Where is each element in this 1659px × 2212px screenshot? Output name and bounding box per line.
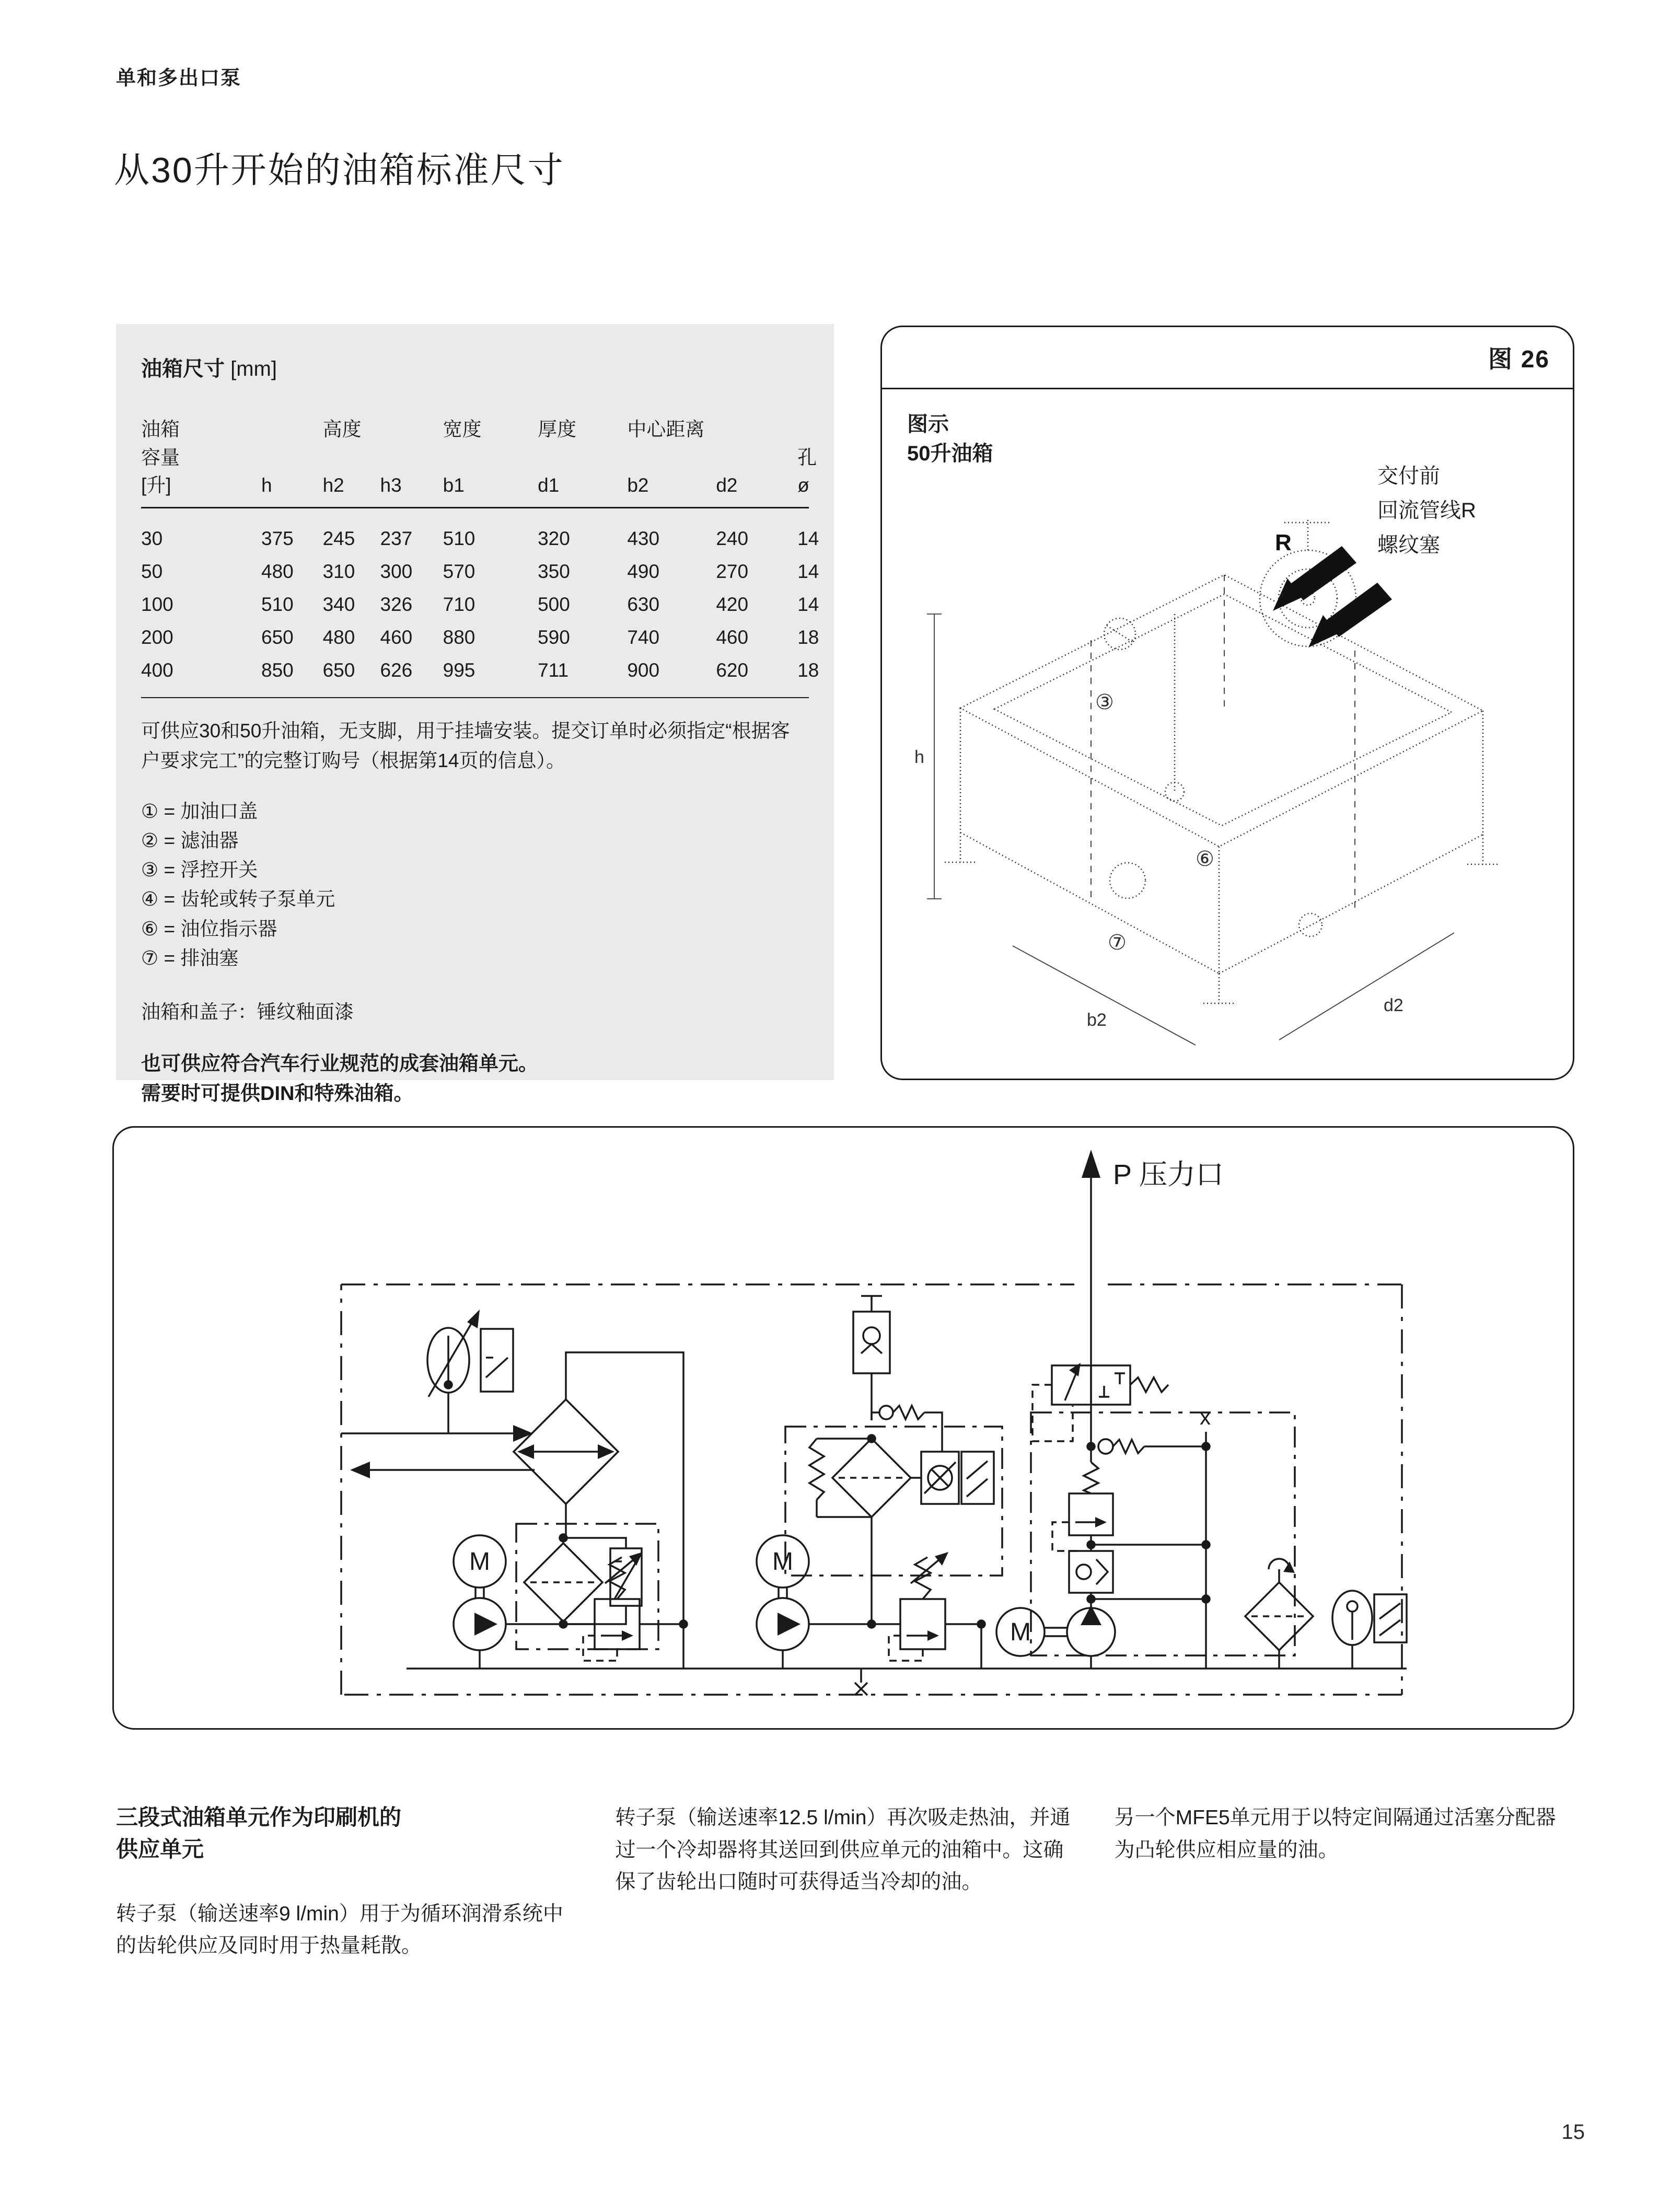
table-cell: 50 bbox=[141, 560, 163, 582]
tank-top-rim bbox=[960, 575, 1483, 847]
table-cell: 30 bbox=[141, 527, 163, 549]
table-cell: 14 bbox=[797, 527, 819, 549]
legend-item: ⑥ = 油位指示器 bbox=[141, 918, 277, 940]
dimensions-table-body bbox=[141, 524, 819, 689]
table-cell: 18 bbox=[797, 626, 819, 648]
group-header-cell: 油箱 bbox=[141, 419, 180, 440]
table-cell: 200 bbox=[141, 626, 173, 648]
table-cell: 710 bbox=[443, 593, 475, 615]
tank-isometric-drawing bbox=[882, 389, 1573, 1079]
ordering-note: 可供应30和50升油箱，无支脚，用于挂墙安装。提交订单时必须指定“根据客户要求完工”的完整订购号（根据第14页的信息）。 bbox=[141, 720, 790, 772]
table-cell: 460 bbox=[380, 626, 413, 648]
table-bottom-rule bbox=[141, 697, 809, 698]
finish-note: 油箱和盖子：锤纹釉面漆 bbox=[141, 1001, 354, 1023]
body-columns bbox=[116, 1802, 1574, 1962]
oil-level-indicator bbox=[1110, 863, 1145, 898]
table-cell: 630 bbox=[627, 593, 660, 615]
table-cell: 14 bbox=[797, 560, 819, 582]
column-2-body: 转子泵（输送速率12.5 l/min）再次吸走热油，并通过一个冷却器将其送回到供应单元的油箱中。这确保了齿轮出口随时可获得适当冷却的油。 bbox=[615, 1806, 1071, 1894]
column-1 bbox=[116, 1802, 576, 1962]
pressure-arrow-icon bbox=[1082, 1150, 1100, 1178]
column-1-heading bbox=[116, 1802, 576, 1866]
group-header-cell: 高度 bbox=[322, 419, 362, 440]
table-cell: 350 bbox=[538, 560, 570, 582]
legend-item: ② = 滤油器 bbox=[141, 829, 239, 851]
return-port-arrows bbox=[1273, 546, 1392, 647]
column-3-body: 另一个MFE5单元用于以特定间隔通过活塞分配器为凸轮供应相应量的油。 bbox=[1114, 1806, 1556, 1861]
column-1-heading-line-1: 三段式油箱单元作为印刷机的 bbox=[116, 1805, 402, 1829]
table-cell: 900 bbox=[627, 659, 660, 681]
column-header-cell: d1 bbox=[538, 474, 560, 496]
table-cell: 620 bbox=[716, 659, 749, 681]
figure-26-card bbox=[880, 326, 1574, 1080]
table-cell: 590 bbox=[538, 626, 570, 648]
table-cell: 400 bbox=[141, 659, 173, 681]
column-header-cell: ø bbox=[797, 474, 809, 496]
table-row bbox=[141, 623, 819, 656]
column-header-cell: h bbox=[261, 474, 272, 496]
dimensions-table-title-bold: 油箱尺寸 bbox=[141, 357, 225, 380]
pressure-port-label: P 压力口 bbox=[1113, 1159, 1224, 1190]
legend-item: ⑦ = 排油塞 bbox=[141, 947, 239, 969]
motor-label-3: M bbox=[1010, 1618, 1031, 1646]
table-cell: 460 bbox=[716, 626, 749, 648]
hydraulic-schematic-card bbox=[112, 1126, 1574, 1730]
availability-note-line-1: 也可供应符合汽车行业规范的成套油箱单元。 bbox=[141, 1053, 539, 1075]
group-header-cell: 容量 bbox=[141, 446, 180, 468]
figure-number-label: 图 26 bbox=[882, 327, 1573, 389]
column-2 bbox=[615, 1802, 1075, 1962]
page-title: 从30升开始的油箱标准尺寸 bbox=[114, 150, 565, 190]
return-port-label: R bbox=[1275, 530, 1292, 555]
motor-label-2: M bbox=[772, 1548, 793, 1576]
check-valve-capped bbox=[853, 1296, 890, 1420]
availability-note bbox=[141, 1049, 809, 1109]
mfe5-valve-block bbox=[1031, 1363, 1295, 1655]
hydraulic-schematic bbox=[114, 1128, 1573, 1728]
column-header-cell: h2 bbox=[322, 474, 344, 496]
flow-arrow-icon bbox=[513, 1425, 533, 1442]
table-cell: 570 bbox=[443, 560, 475, 582]
table-cell: 245 bbox=[322, 527, 355, 549]
table-cell: 326 bbox=[380, 593, 413, 615]
column-header-cell: [升] bbox=[141, 474, 171, 496]
motor-label-1: M bbox=[469, 1548, 490, 1576]
relief-valve-2 bbox=[889, 1552, 985, 1669]
temperature-switch bbox=[427, 1310, 513, 1433]
table-cell: 480 bbox=[261, 560, 294, 582]
table-cell: 711 bbox=[538, 659, 569, 681]
annotation-line: 回流管线R bbox=[1377, 499, 1476, 522]
table-row bbox=[141, 656, 819, 689]
table-cell: 490 bbox=[627, 560, 660, 582]
availability-note-line-2: 需要时可提供DIN和特殊油箱。 bbox=[141, 1083, 414, 1105]
flow-arrow-icon bbox=[350, 1462, 370, 1478]
table-cell: 500 bbox=[538, 593, 570, 615]
table-cell: 880 bbox=[443, 626, 475, 648]
table-cell: 430 bbox=[627, 527, 660, 549]
legend-item: ③ = 浮控开关 bbox=[141, 859, 258, 881]
section-kicker: 单和多出口泵 bbox=[116, 67, 242, 89]
part-marker-7: ⑦ bbox=[1108, 931, 1127, 954]
dimensions-table-header bbox=[141, 415, 817, 508]
column-header-cell: b2 bbox=[627, 474, 649, 496]
column-1-heading-line-2: 供应单元 bbox=[116, 1836, 204, 1861]
figure-caption-line-2: 50升油箱 bbox=[907, 442, 993, 465]
part-marker-6: ⑥ bbox=[1196, 848, 1214, 871]
table-cell: 340 bbox=[322, 593, 355, 615]
group-header-cell: 厚度 bbox=[538, 419, 577, 440]
return-filter-1 bbox=[516, 1524, 658, 1649]
legend-item: ① = 加油口盖 bbox=[141, 800, 258, 822]
drain-mark bbox=[855, 1669, 867, 1695]
table-cell: 270 bbox=[716, 560, 749, 582]
table-cell: 850 bbox=[261, 659, 294, 681]
tank-dimensions-panel bbox=[116, 324, 834, 1105]
dimension-label-d2: d2 bbox=[1384, 995, 1403, 1015]
annotation-line: 交付前 bbox=[1377, 465, 1440, 488]
table-cell: 650 bbox=[322, 659, 355, 681]
table-column-header-row bbox=[141, 471, 809, 500]
column-header-cell: d2 bbox=[716, 474, 738, 496]
page-number: 15 bbox=[1561, 2121, 1585, 2144]
drain-plug bbox=[1299, 913, 1322, 936]
table-cell: 650 bbox=[261, 626, 294, 648]
tank-boundary bbox=[341, 1284, 1402, 1695]
table-header-rule bbox=[141, 507, 809, 508]
part-marker-3: ③ bbox=[1095, 691, 1114, 714]
breather-filter bbox=[1245, 1559, 1313, 1669]
table-row bbox=[141, 590, 819, 623]
table-cell: 510 bbox=[443, 527, 475, 549]
table-cell: 100 bbox=[141, 593, 173, 615]
table-group-header-row-2 bbox=[141, 444, 817, 472]
pilot-port-label: x bbox=[1200, 1405, 1211, 1429]
cooling-filter-2 bbox=[785, 1406, 1002, 1624]
table-cell: 420 bbox=[716, 593, 749, 615]
table-cell: 510 bbox=[261, 593, 294, 615]
dimension-label-h: h bbox=[914, 747, 924, 767]
figure-caption-line-1: 图示 bbox=[907, 413, 949, 436]
table-cell: 237 bbox=[380, 527, 413, 549]
table-cell: 480 bbox=[322, 626, 355, 648]
table-cell: 240 bbox=[716, 527, 749, 549]
table-cell: 626 bbox=[380, 659, 413, 681]
column-1-body: 转子泵（输送速率9 l/min）用于为循环润滑系统中的齿轮供应及同时用于热量耗散。 bbox=[116, 1902, 563, 1958]
table-cell: 14 bbox=[797, 593, 819, 615]
table-cell: 310 bbox=[322, 560, 355, 582]
table-cell: 18 bbox=[797, 659, 819, 681]
annotation-line: 螺纹塞 bbox=[1377, 534, 1440, 557]
table-cell: 740 bbox=[627, 626, 660, 648]
table-row bbox=[141, 524, 819, 557]
group-header-cell: 宽度 bbox=[443, 419, 482, 440]
level-switch bbox=[1332, 1591, 1407, 1669]
table-cell: 375 bbox=[261, 527, 294, 549]
dimension-label-b2: b2 bbox=[1087, 1010, 1107, 1030]
column-header-cell: h3 bbox=[380, 474, 402, 496]
table-group-header-row-1 bbox=[141, 415, 809, 444]
table-cell: 995 bbox=[443, 659, 475, 681]
dimensions-table-title bbox=[141, 352, 809, 382]
table-row bbox=[141, 557, 819, 590]
group-header-cell: 中心距离 bbox=[627, 419, 705, 440]
dimensions-table-unit: [mm] bbox=[230, 357, 277, 380]
column-3 bbox=[1115, 1802, 1574, 1962]
tank-top-inner-rim bbox=[994, 594, 1452, 826]
table-cell: 300 bbox=[380, 560, 413, 582]
table-cell: 320 bbox=[538, 527, 570, 549]
group-header-cell: 孔 bbox=[797, 446, 817, 468]
legend-item: ④ = 齿轮或转子泵单元 bbox=[141, 888, 335, 910]
cooler bbox=[514, 1399, 618, 1504]
legend-list bbox=[141, 797, 809, 973]
column-header-cell: b1 bbox=[443, 474, 465, 496]
relief-valve-1 bbox=[583, 1552, 687, 1669]
